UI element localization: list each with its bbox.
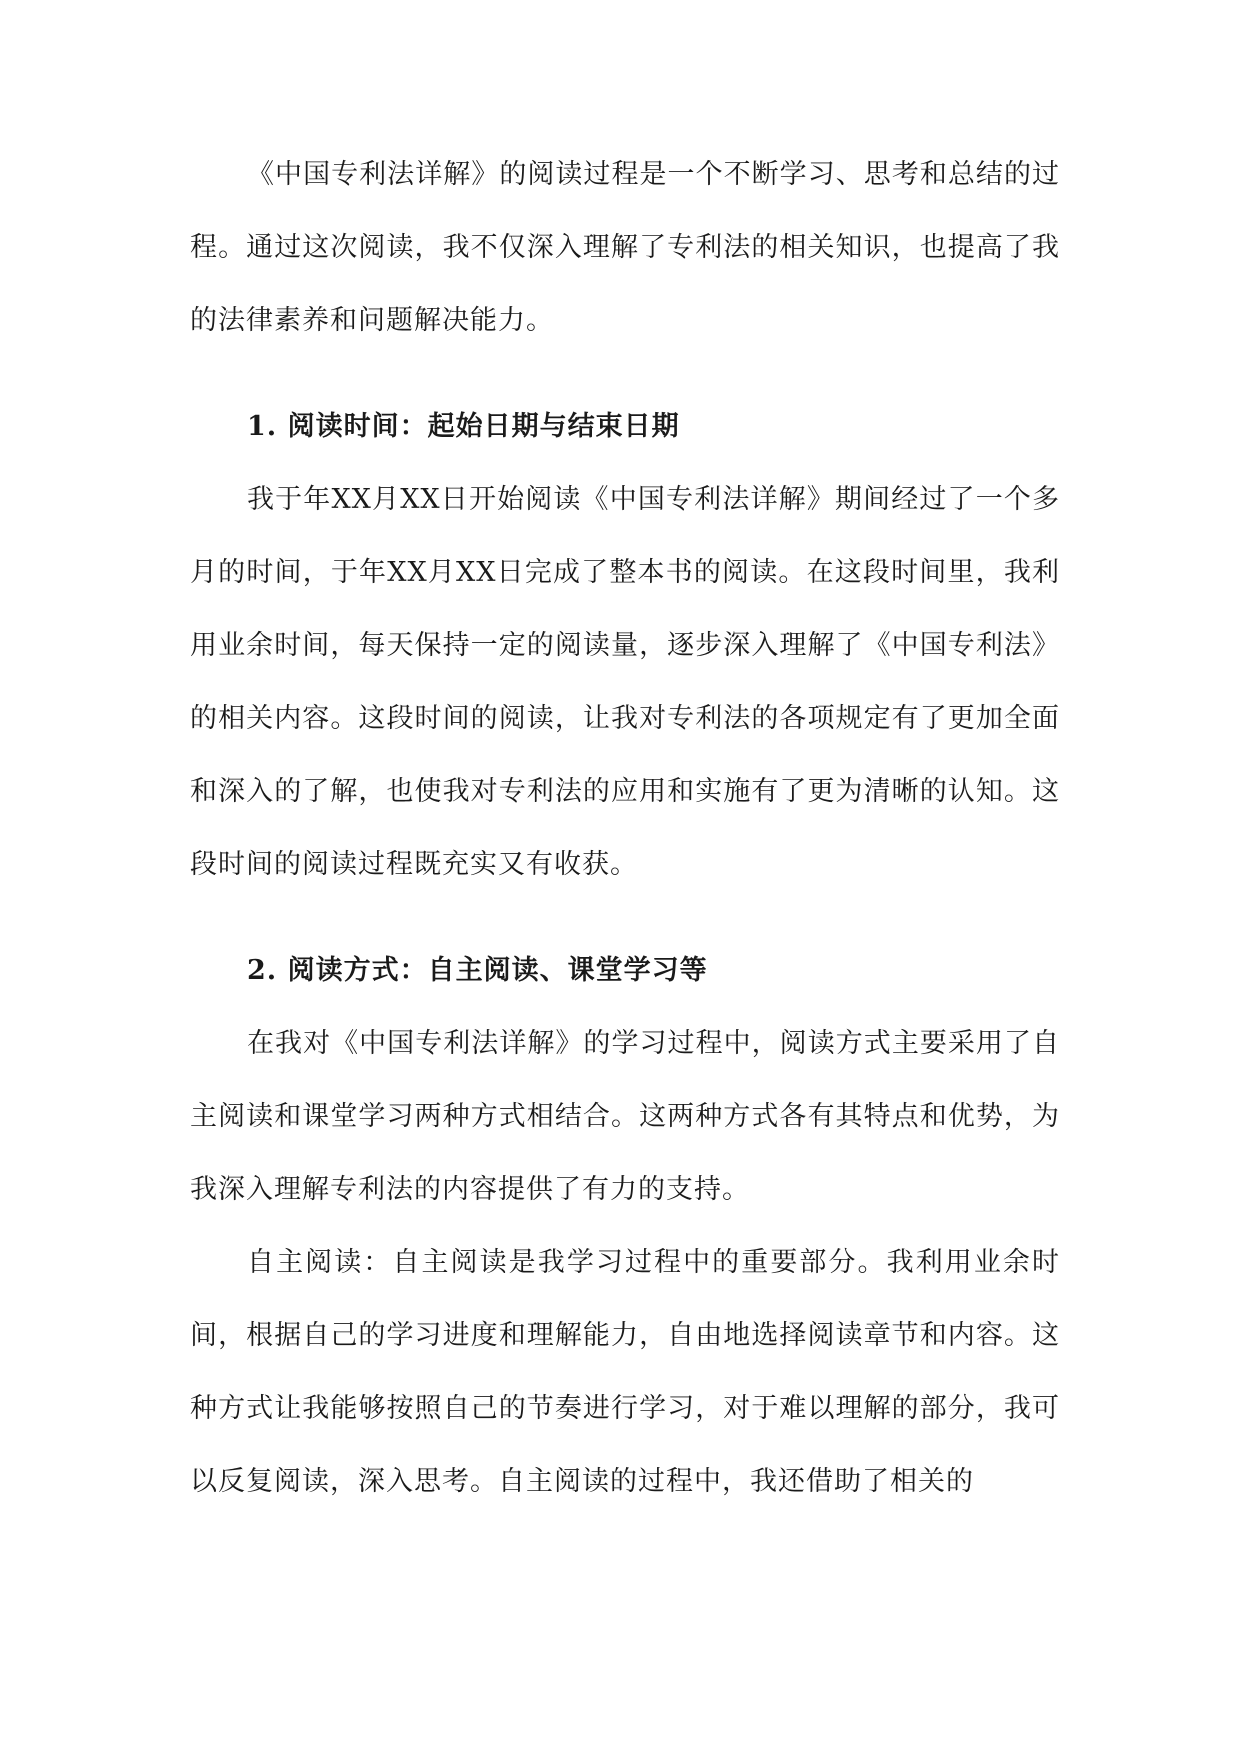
spacer	[190, 357, 1060, 390]
document-body	[190, 138, 1060, 1518]
reading-time-paragraph: 我于年XX月XX日开始阅读《中国专利法详解》期间经过了一个多月的时间，于年XX月XX日完成了整本书的阅读。在这段时间里，我利用业余时间，每天保持一定的阅读量，逐步深入理解了《中国专利法》的相关内容。这段时间的阅读，让我对专利法的各项规定有了更加全面和深入的了解，也使我对专利法的应用和实施有了更为清晰的认知。这段时间的阅读过程既充实又有收获。	[190, 484, 1060, 880]
reading-method-paragraph: 在我对《中国专利法详解》的学习过程中，阅读方式主要采用了自主阅读和课堂学习两种方式相结合。这两种方式各有其特点和优势，为我深入理解专利法的内容提供了有力的支持。	[190, 1028, 1060, 1205]
spacer	[190, 901, 1060, 934]
section-heading-reading-time: 1. 阅读时间：起始日期与结束日期	[247, 411, 680, 442]
section-heading-reading-method: 2. 阅读方式：自主阅读、课堂学习等	[247, 955, 708, 986]
self-reading-paragraph: 自主阅读：自主阅读是我学习过程中的重要部分。我利用业余时间，根据自己的学习进度和理解能力，自由地选择阅读章节和内容。这种方式让我能够按照自己的节奏进行学习，对于难以理解的部分，我可以反复阅读，深入思考。自主阅读的过程中，我还借助了相关的	[190, 1247, 1060, 1497]
intro-paragraph: 《中国专利法详解》的阅读过程是一个不断学习、思考和总结的过程。通过这次阅读，我不仅深入理解了专利法的相关知识，也提高了我的法律素养和问题解决能力。	[190, 159, 1060, 336]
